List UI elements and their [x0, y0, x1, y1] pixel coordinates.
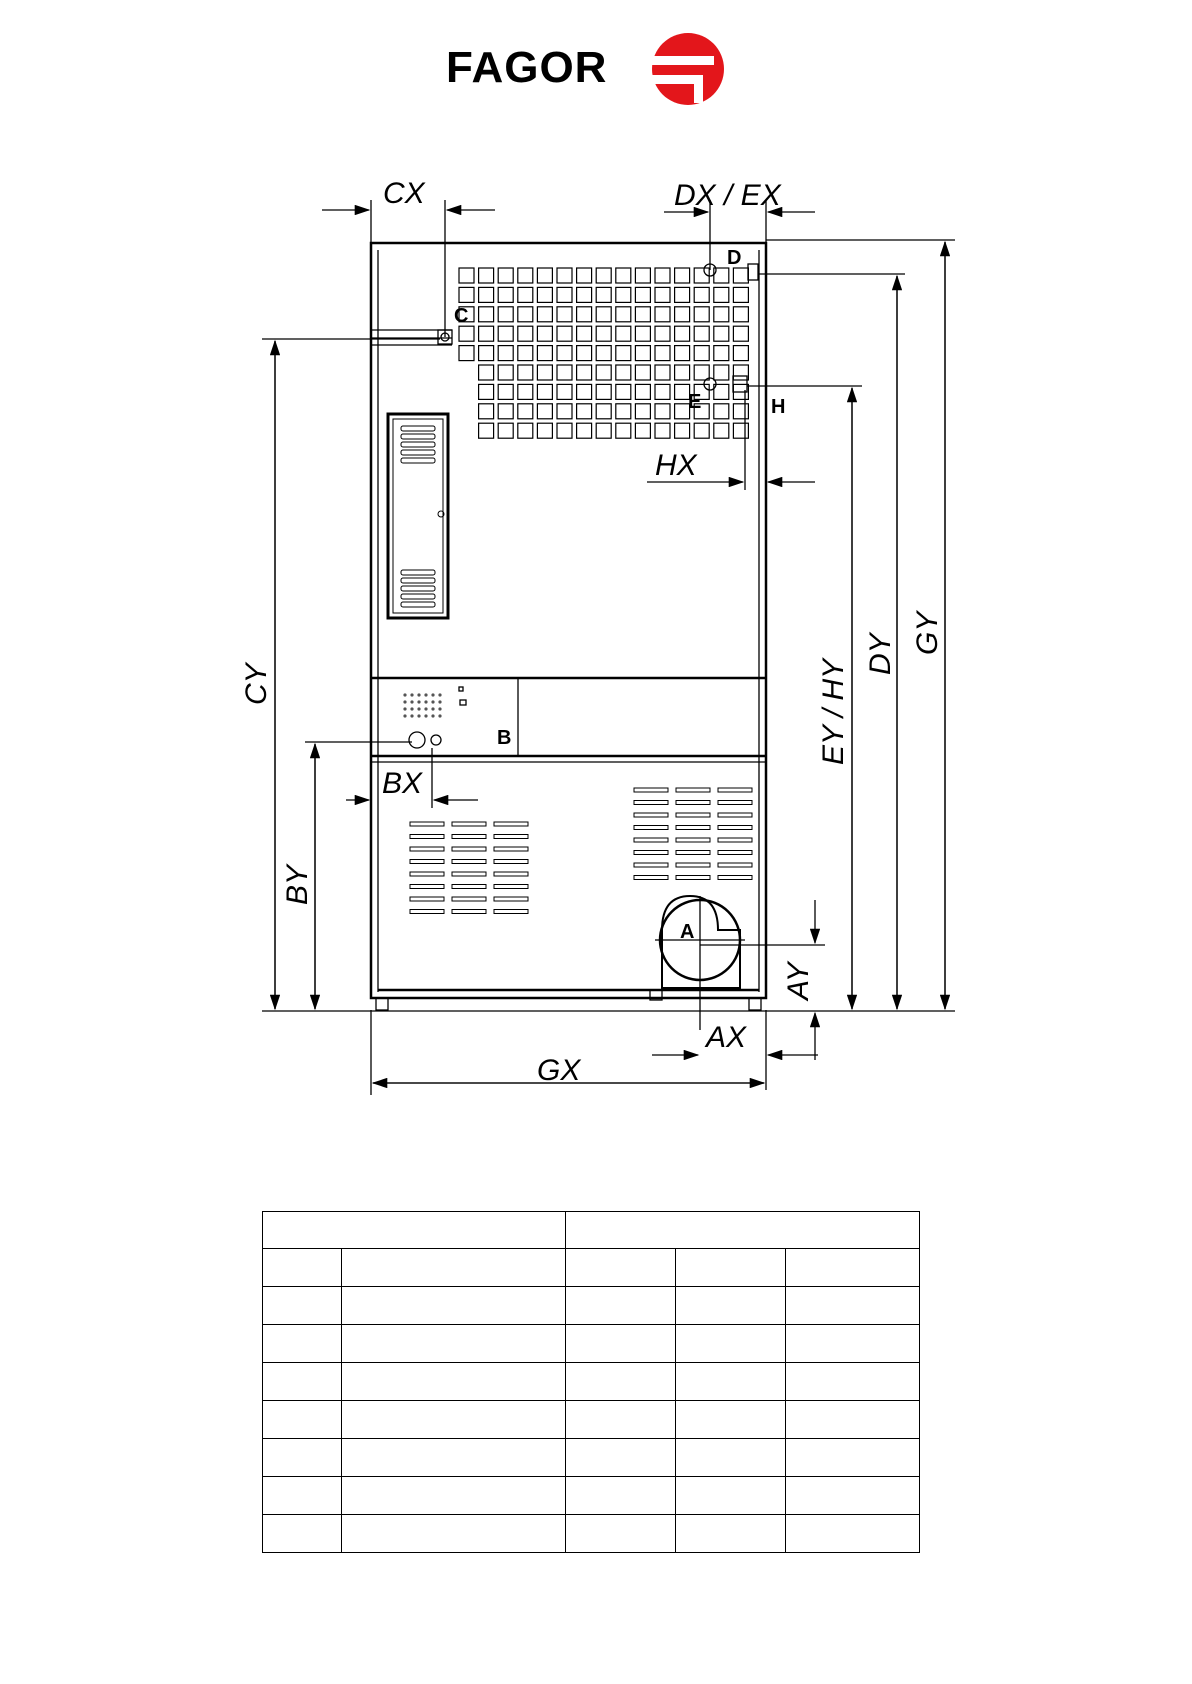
control-dot	[424, 707, 427, 710]
vent-hole	[733, 346, 748, 361]
vent-hole	[557, 365, 572, 380]
vent-hole	[518, 268, 533, 283]
vent-hole	[616, 365, 631, 380]
table-cell	[342, 1249, 566, 1287]
vent-hole	[479, 365, 494, 380]
vent-hole	[733, 307, 748, 322]
vent-slot	[718, 813, 752, 817]
vent-hole	[498, 346, 513, 361]
vent-slot	[634, 801, 668, 805]
table-cell	[676, 1363, 786, 1401]
vent-hole	[518, 287, 533, 302]
control-dot	[424, 714, 427, 717]
vent-slot	[494, 822, 528, 826]
point-label-h: H	[771, 396, 786, 418]
vent-hole	[518, 423, 533, 438]
table-cell	[786, 1363, 920, 1401]
table-cell	[676, 1287, 786, 1325]
vent-hole	[675, 346, 690, 361]
vent-hole	[616, 423, 631, 438]
table-cell	[342, 1401, 566, 1439]
side-panel	[388, 414, 448, 618]
vent-hole	[596, 346, 611, 361]
vent-hole	[596, 365, 611, 380]
control-dot	[410, 700, 413, 703]
vent-hole	[518, 326, 533, 341]
vent-hole	[537, 307, 552, 322]
vent-hole	[714, 346, 729, 361]
panel-slot	[401, 426, 435, 431]
vent-hole	[675, 307, 690, 322]
vent-slot	[676, 813, 710, 817]
vent-hole	[694, 423, 709, 438]
dim-label-hx: HX	[655, 449, 697, 482]
vent-hole	[537, 326, 552, 341]
table-cell	[566, 1249, 676, 1287]
vent-hole	[694, 287, 709, 302]
vent-hole	[557, 423, 572, 438]
vent-slot	[494, 910, 528, 914]
panel-slot	[401, 570, 435, 575]
vent-hole	[596, 326, 611, 341]
table-cell	[566, 1439, 676, 1477]
vent-hole	[537, 404, 552, 419]
point-label-c: C	[454, 305, 469, 327]
table-row	[263, 1363, 920, 1401]
control-dot	[417, 714, 420, 717]
vent-slot	[634, 838, 668, 842]
vent-hole	[518, 404, 533, 419]
vent-slot	[494, 835, 528, 839]
vent-hole	[537, 287, 552, 302]
vent-hole	[537, 423, 552, 438]
vent-hole	[714, 404, 729, 419]
vent-slot	[676, 838, 710, 842]
vent-slot	[634, 876, 668, 880]
control-dot	[417, 693, 420, 696]
vent-hole	[733, 287, 748, 302]
control-dot	[424, 693, 427, 696]
vent-hole	[557, 307, 572, 322]
vent-slot	[676, 788, 710, 792]
control-dot	[431, 707, 434, 710]
vent-hole	[577, 268, 592, 283]
vent-hole	[616, 404, 631, 419]
vent-hole	[577, 384, 592, 399]
vent-slot	[676, 863, 710, 867]
dim-label-dx-ex: DX / EX	[674, 179, 781, 212]
panel-slot	[401, 586, 435, 591]
control-dot	[438, 707, 441, 710]
vent-hole	[733, 326, 748, 341]
table-cell	[263, 1401, 342, 1439]
vent-slot	[718, 801, 752, 805]
vent-hole	[557, 384, 572, 399]
table-cell	[263, 1477, 342, 1515]
control-dot	[410, 707, 413, 710]
vent-hole	[675, 365, 690, 380]
vent-hole	[537, 384, 552, 399]
table-cell	[676, 1401, 786, 1439]
panel-slot	[401, 450, 435, 455]
spec-table	[262, 1211, 920, 1553]
vent-hole	[498, 423, 513, 438]
point-label-b: B	[497, 727, 512, 749]
vent-slot	[718, 863, 752, 867]
vent-slot	[452, 910, 486, 914]
vent-slot	[452, 897, 486, 901]
vent-slot	[718, 788, 752, 792]
table-cell	[676, 1249, 786, 1287]
vent-hole	[498, 307, 513, 322]
control-dot	[403, 693, 406, 696]
vent-hole	[557, 404, 572, 419]
vent-slot	[410, 872, 444, 876]
oven-body	[371, 243, 766, 1010]
panel-slot	[401, 442, 435, 447]
control-dot	[438, 700, 441, 703]
control-dot	[403, 700, 406, 703]
vent-slot	[410, 822, 444, 826]
vent-hole	[459, 326, 474, 341]
vent-hole	[694, 307, 709, 322]
vent-hole	[498, 326, 513, 341]
table-cell	[566, 1325, 676, 1363]
dim-label-gx: GX	[537, 1054, 581, 1087]
vent-slot	[494, 872, 528, 876]
vent-hole	[616, 384, 631, 399]
control-dot	[431, 693, 434, 696]
vent-hole	[498, 287, 513, 302]
vent-hole	[518, 384, 533, 399]
point-label-e: E	[688, 391, 702, 413]
vent-hole	[596, 404, 611, 419]
vent-hole	[655, 326, 670, 341]
dim-label-cx: CX	[383, 177, 425, 210]
table-cell	[786, 1439, 920, 1477]
vent-hole	[694, 346, 709, 361]
vent-hole	[733, 365, 748, 380]
vent-hole	[655, 384, 670, 399]
vent-slot	[452, 860, 486, 864]
vent-slot	[718, 826, 752, 830]
vent-hole	[635, 287, 650, 302]
vent-hole	[596, 423, 611, 438]
table-cell	[676, 1515, 786, 1553]
vent-hole	[733, 268, 748, 283]
vent-slot	[634, 813, 668, 817]
vent-hole	[459, 268, 474, 283]
table-cell	[566, 1401, 676, 1439]
vent-hole	[479, 268, 494, 283]
vent-hole	[714, 307, 729, 322]
vent-hole	[714, 287, 729, 302]
table-cell	[676, 1477, 786, 1515]
vent-slot	[634, 826, 668, 830]
vent-hole	[498, 268, 513, 283]
vent-hole	[694, 326, 709, 341]
vent-hole	[479, 346, 494, 361]
control-dot	[431, 700, 434, 703]
vent-slot	[452, 847, 486, 851]
vent-hole	[675, 287, 690, 302]
table-header-cell	[263, 1212, 566, 1249]
vent-hole	[616, 326, 631, 341]
panel-slot	[401, 578, 435, 583]
dim-label-dy: DY	[864, 633, 897, 675]
vent-slot	[410, 835, 444, 839]
vent-hole	[479, 423, 494, 438]
vent-hole	[635, 404, 650, 419]
point-label-d: D	[727, 247, 742, 269]
vent-hole	[577, 326, 592, 341]
vent-slot	[410, 897, 444, 901]
vent-slot	[676, 826, 710, 830]
table-cell	[263, 1439, 342, 1477]
control-dot	[410, 714, 413, 717]
control-dot	[417, 700, 420, 703]
table-cell	[676, 1325, 786, 1363]
vent-hole	[596, 384, 611, 399]
vent-hole	[557, 326, 572, 341]
table-row	[263, 1287, 920, 1325]
vent-slot	[676, 876, 710, 880]
vent-hole	[596, 287, 611, 302]
table-cell	[263, 1249, 342, 1287]
table-cell	[263, 1515, 342, 1553]
table-row	[263, 1515, 920, 1553]
vent-hole	[655, 365, 670, 380]
vent-hole	[733, 423, 748, 438]
table-cell	[566, 1287, 676, 1325]
vent-hole	[577, 423, 592, 438]
vent-hole	[596, 268, 611, 283]
table-cell	[342, 1287, 566, 1325]
vent-slot	[410, 910, 444, 914]
vent-slot	[676, 801, 710, 805]
vent-hole	[635, 346, 650, 361]
table-cell	[786, 1287, 920, 1325]
control-dot	[417, 707, 420, 710]
panel-slot	[401, 458, 435, 463]
table-cell	[342, 1325, 566, 1363]
vent-hole	[557, 346, 572, 361]
dim-label-gy: GY	[911, 611, 944, 655]
lower-right-vents	[634, 788, 752, 880]
vent-hole	[537, 268, 552, 283]
vent-hole	[655, 423, 670, 438]
control-dot	[403, 714, 406, 717]
vent-slot	[494, 847, 528, 851]
vent-slot	[494, 897, 528, 901]
vent-hole	[635, 307, 650, 322]
vent-hole	[655, 346, 670, 361]
vent-hole	[518, 307, 533, 322]
vent-slot	[718, 851, 752, 855]
vent-hole	[577, 365, 592, 380]
vent-hole	[714, 365, 729, 380]
table-cell	[786, 1325, 920, 1363]
dim-label-by: BY	[281, 864, 314, 905]
table-header-row	[263, 1212, 920, 1249]
panel-slot	[401, 594, 435, 599]
vent-hole	[616, 287, 631, 302]
vent-hole	[714, 326, 729, 341]
vent-slot	[494, 885, 528, 889]
table-cell	[786, 1401, 920, 1439]
vent-slot	[634, 788, 668, 792]
vent-hole	[479, 326, 494, 341]
control-dot	[438, 693, 441, 696]
table-cell	[263, 1287, 342, 1325]
flue-a	[655, 896, 745, 1030]
vent-hole	[655, 268, 670, 283]
lower-left-vents	[410, 822, 528, 914]
vent-hole	[635, 326, 650, 341]
vent-hole	[479, 384, 494, 399]
vent-hole	[498, 404, 513, 419]
vent-hole	[635, 268, 650, 283]
vent-hole	[537, 346, 552, 361]
table-cell	[786, 1477, 920, 1515]
dim-label-ey-hy: EY / HY	[817, 658, 850, 765]
table-row	[263, 1439, 920, 1477]
control-panel-b	[403, 687, 466, 748]
control-dot	[431, 714, 434, 717]
vent-hole	[577, 404, 592, 419]
vent-hole	[479, 404, 494, 419]
control-dot	[410, 693, 413, 696]
table-row	[263, 1401, 920, 1439]
panel-slot	[401, 602, 435, 607]
dimension-lines	[262, 200, 955, 1095]
vent-hole	[616, 346, 631, 361]
dim-label-ax: AX	[706, 1021, 747, 1054]
vent-slot	[452, 872, 486, 876]
upper-vent-grid	[459, 268, 748, 438]
vent-slot	[676, 851, 710, 855]
dim-label-bx: BX	[382, 767, 423, 800]
vent-hole	[675, 423, 690, 438]
control-dot	[403, 707, 406, 710]
vent-slot	[634, 863, 668, 867]
table-cell	[566, 1363, 676, 1401]
vent-hole	[694, 365, 709, 380]
vent-hole	[675, 326, 690, 341]
vent-hole	[635, 365, 650, 380]
vent-hole	[459, 346, 474, 361]
vent-slot	[634, 851, 668, 855]
brand-name: FAGOR	[446, 43, 608, 92]
vent-slot	[452, 885, 486, 889]
vent-hole	[596, 307, 611, 322]
panel-slot	[401, 434, 435, 439]
vent-slot	[410, 860, 444, 864]
vent-hole	[655, 404, 670, 419]
vent-hole	[714, 423, 729, 438]
vent-hole	[577, 346, 592, 361]
table-cell	[263, 1325, 342, 1363]
vent-hole	[655, 307, 670, 322]
table-cell	[566, 1477, 676, 1515]
vent-hole	[577, 287, 592, 302]
vent-hole	[733, 404, 748, 419]
vent-hole	[635, 384, 650, 399]
vent-hole	[577, 307, 592, 322]
table-cell	[342, 1515, 566, 1553]
table-cell	[342, 1439, 566, 1477]
dim-label-ay: AY	[782, 962, 815, 1000]
table-cell	[676, 1439, 786, 1477]
vent-hole	[616, 307, 631, 322]
vent-hole	[518, 346, 533, 361]
table-cell	[342, 1363, 566, 1401]
vent-slot	[452, 835, 486, 839]
vent-hole	[498, 384, 513, 399]
vent-slot	[410, 885, 444, 889]
vent-hole	[675, 268, 690, 283]
vent-hole	[518, 365, 533, 380]
vent-hole	[557, 268, 572, 283]
table-row	[263, 1325, 920, 1363]
control-dot	[424, 700, 427, 703]
table-cell	[263, 1363, 342, 1401]
point-label-a: A	[680, 921, 695, 943]
vent-slot	[718, 838, 752, 842]
vent-hole	[479, 307, 494, 322]
table-cell	[786, 1515, 920, 1553]
table-row	[263, 1249, 920, 1287]
dim-label-cy: CY	[240, 663, 273, 705]
vent-slot	[452, 822, 486, 826]
vent-slot	[718, 876, 752, 880]
vent-slot	[494, 860, 528, 864]
control-dot	[438, 714, 441, 717]
vent-hole	[498, 365, 513, 380]
table-cell	[566, 1515, 676, 1553]
vent-hole	[537, 365, 552, 380]
table-cell	[786, 1249, 920, 1287]
vent-slot	[410, 847, 444, 851]
vent-hole	[459, 287, 474, 302]
vent-hole	[557, 287, 572, 302]
vent-hole	[635, 423, 650, 438]
vent-hole	[616, 268, 631, 283]
table-cell	[342, 1477, 566, 1515]
table-header-cell	[566, 1212, 920, 1249]
vent-hole	[655, 287, 670, 302]
vent-hole	[479, 287, 494, 302]
table-row	[263, 1477, 920, 1515]
